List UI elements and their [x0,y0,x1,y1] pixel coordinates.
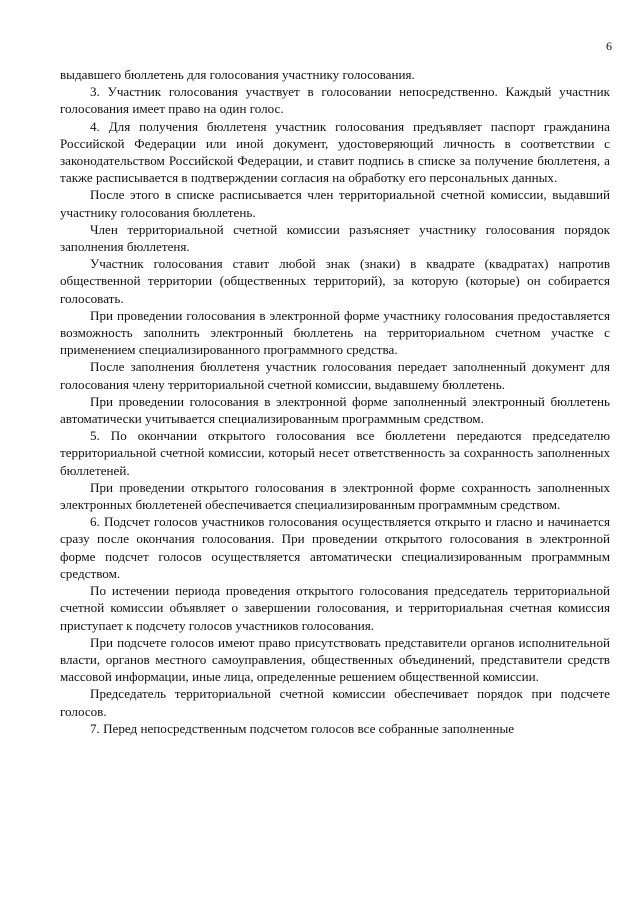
paragraph-item-7: 7. Перед непосредственным подсчетом голосов все собранные заполненные [90,720,515,736]
paragraph: После заполнения бюллетеня участник голосования передает заполненный документ для голосования члену территориальной счетной комиссии, выдавшему бюллетень. [60,359,610,392]
paragraph: Член территориальной счетной комиссии разъясняет участнику голосования порядок заполнения бюллетеня. [60,221,610,255]
paragraph-item-4: 4. Для получения бюллетеня участник голосования предъявляет паспорт гражданина Российской Федерации или иной документ, удостоверяющий личность в соответствии с законодательством Российской Федерации, и ставит подпись в списке за получение бюллетеня, а также расписывается в подтверждении согласия на обработку его персональных данных. [60,118,610,186]
paragraph: При проведении голосования в электронной форме участнику голосования предоставляется возможность заполнить электронный бюллетень на территориальном счетном участке с применением специализированного программного средства. [60,307,610,358]
paragraph-item-5: 5. По окончании открытого голосования все бюллетени передаются председателю территориальной счетной комиссии, который несет ответственность за сохранность заполненных бюллетеней. [60,428,610,478]
paragraph: При проведении открытого голосования в электронной форме сохранность заполненных электронных бюллетеней обеспечивается специализированным программным средством. [60,479,610,513]
paragraph: Председатель территориальной счетной комиссии обеспечивает порядок при подсчете голосов. [60,686,610,719]
paragraph: При подсчете голосов имеют право присутствовать представители органов исполнительной власти, органов местного самоуправления, общественных объединений, представители средств массовой информации, иные лица, определенные решением общественной комиссии. [60,634,610,685]
paragraph: После этого в списке расписывается член территориальной счетной комиссии, выдавший участнику голосования бюллетень. [60,187,610,220]
paragraph: Участник голосования ставит любой знак (знаки) в квадрате (квадратах) напротив общественной территории (общественных территорий), за которую (которые) он собирается голосовать. [60,256,610,306]
paragraph: По истечении периода проведения открытого голосования председатель территориальной счетной комиссии объявляет о завершении голосования, и территориальная счетная комиссия приступает к подсчету голосов участников голосования. [60,583,610,633]
body-text [60,66,610,737]
paragraph-item-3: 3. Участник голосования участвует в голосовании непосредственно. Каждый участник голосования имеет право на один голос. [60,84,610,117]
paragraph-item-6: 6. Подсчет голосов участников голосования осуществляется открыто и гласно и начинается сразу после окончания голосования. При проведении открытого голосования в электронной форме подсчет голосов осуществляется автоматически специализированным программным средством. [60,514,610,581]
paragraph-continuation: выдавшего бюллетень для голосования участнику голосования. [60,67,415,82]
paragraph: При проведении голосования в электронной форме заполненный электронный бюллетень автоматически учитывается специализированным программным средством. [60,393,610,427]
page-number: 6 [606,39,612,53]
